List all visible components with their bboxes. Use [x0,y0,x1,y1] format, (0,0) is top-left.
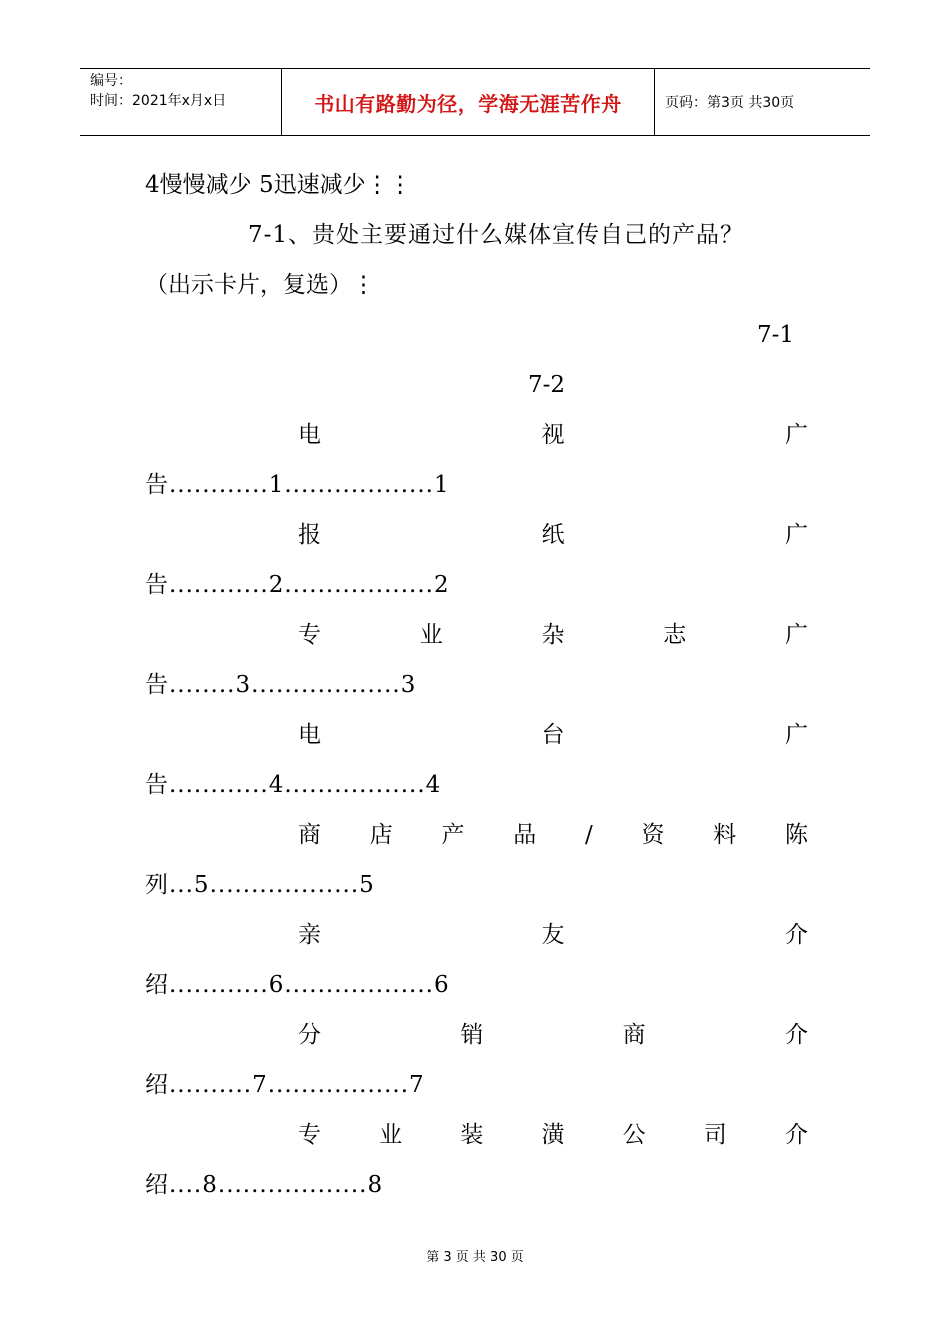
media-option-code-line: 绍..........7.................7 [145,1072,425,1098]
media-option-char: 广 [785,622,808,648]
media-option-char: 友 [541,922,565,948]
media-option-char: 介 [784,1022,808,1048]
media-option-row [298,720,808,750]
media-option-char: 公 [622,1122,646,1148]
media-option-char: 司 [703,1122,727,1148]
media-option-char: 分 [298,1022,321,1048]
time-label: 时间：2021年x月x日 [90,93,227,109]
media-option-row [298,420,808,450]
question-note: （出示卡片，复选）⋮ [145,272,375,298]
media-option-char: 广 [785,522,808,548]
media-option-char: 销 [460,1022,484,1048]
media-option-code-line: 告............4.................4 [145,772,442,798]
media-option-char: 业 [419,622,443,648]
media-option-row [298,920,808,950]
header-meta [80,69,282,135]
media-option-char: 商 [622,1022,646,1048]
column-label-7-1: 7-1 [757,322,795,348]
media-option-code-line: 告............2..................2 [145,572,450,598]
media-option-code-line: 告............1..................1 [145,472,450,498]
media-option-char: 电 [298,722,321,748]
header-motto: 书山有路勤为径，学海无涯苦作舟 [282,69,655,135]
media-option-char: 业 [379,1122,403,1148]
media-option-char: 杂 [541,622,565,648]
header-page-info: 页码：第3页 共30页 [665,95,795,111]
media-option-char: 报 [298,522,321,548]
media-option-char: 介 [785,922,808,948]
media-option-char: / [585,822,593,848]
media-option-char: 品 [513,822,537,848]
media-option-char: 陈 [785,822,808,848]
media-option-code-line: 列...5..................5 [145,872,375,898]
media-option-char: 料 [713,822,737,848]
media-option-row [298,1020,808,1050]
media-option-char: 专 [298,1122,321,1148]
media-option-row [298,620,808,650]
media-option-char: 资 [641,822,665,848]
media-option-char: 店 [369,822,393,848]
media-option-char: 亲 [298,922,321,948]
question-title: 7-1、贵处主要通过什么媒体宣传自己的产品？ [248,222,745,248]
media-option-char: 专 [298,622,321,648]
media-option-char: 装 [460,1122,484,1148]
media-option-char: 广 [785,722,808,748]
page-footer: 第 3 页 共 30 页 [426,1250,524,1265]
media-option-code-line: 绍....8..................8 [145,1172,384,1198]
media-option-char: 产 [441,822,465,848]
media-option-char: 台 [541,722,565,748]
media-option-char: 介 [784,1122,808,1148]
media-option-char: 电 [298,422,321,448]
media-option-char: 广 [785,422,808,448]
media-option-code-line: 绍............6..................6 [145,972,450,998]
media-option-char: 潢 [541,1122,565,1148]
media-option-char: 纸 [541,522,565,548]
media-option-code-line: 告........3..................3 [145,672,417,698]
media-option-row [298,520,808,550]
column-label-7-2: 7-2 [528,372,566,398]
media-option-row [298,820,808,850]
page-header [80,68,870,136]
number-label: 编号： [90,73,132,89]
media-option-char: 志 [663,622,687,648]
media-option-char: 视 [541,422,565,448]
media-option-char: 商 [298,822,321,848]
media-option-row [298,1120,808,1150]
answer-options: 4慢慢减少 5迅速减少⋮⋮ [145,172,412,198]
